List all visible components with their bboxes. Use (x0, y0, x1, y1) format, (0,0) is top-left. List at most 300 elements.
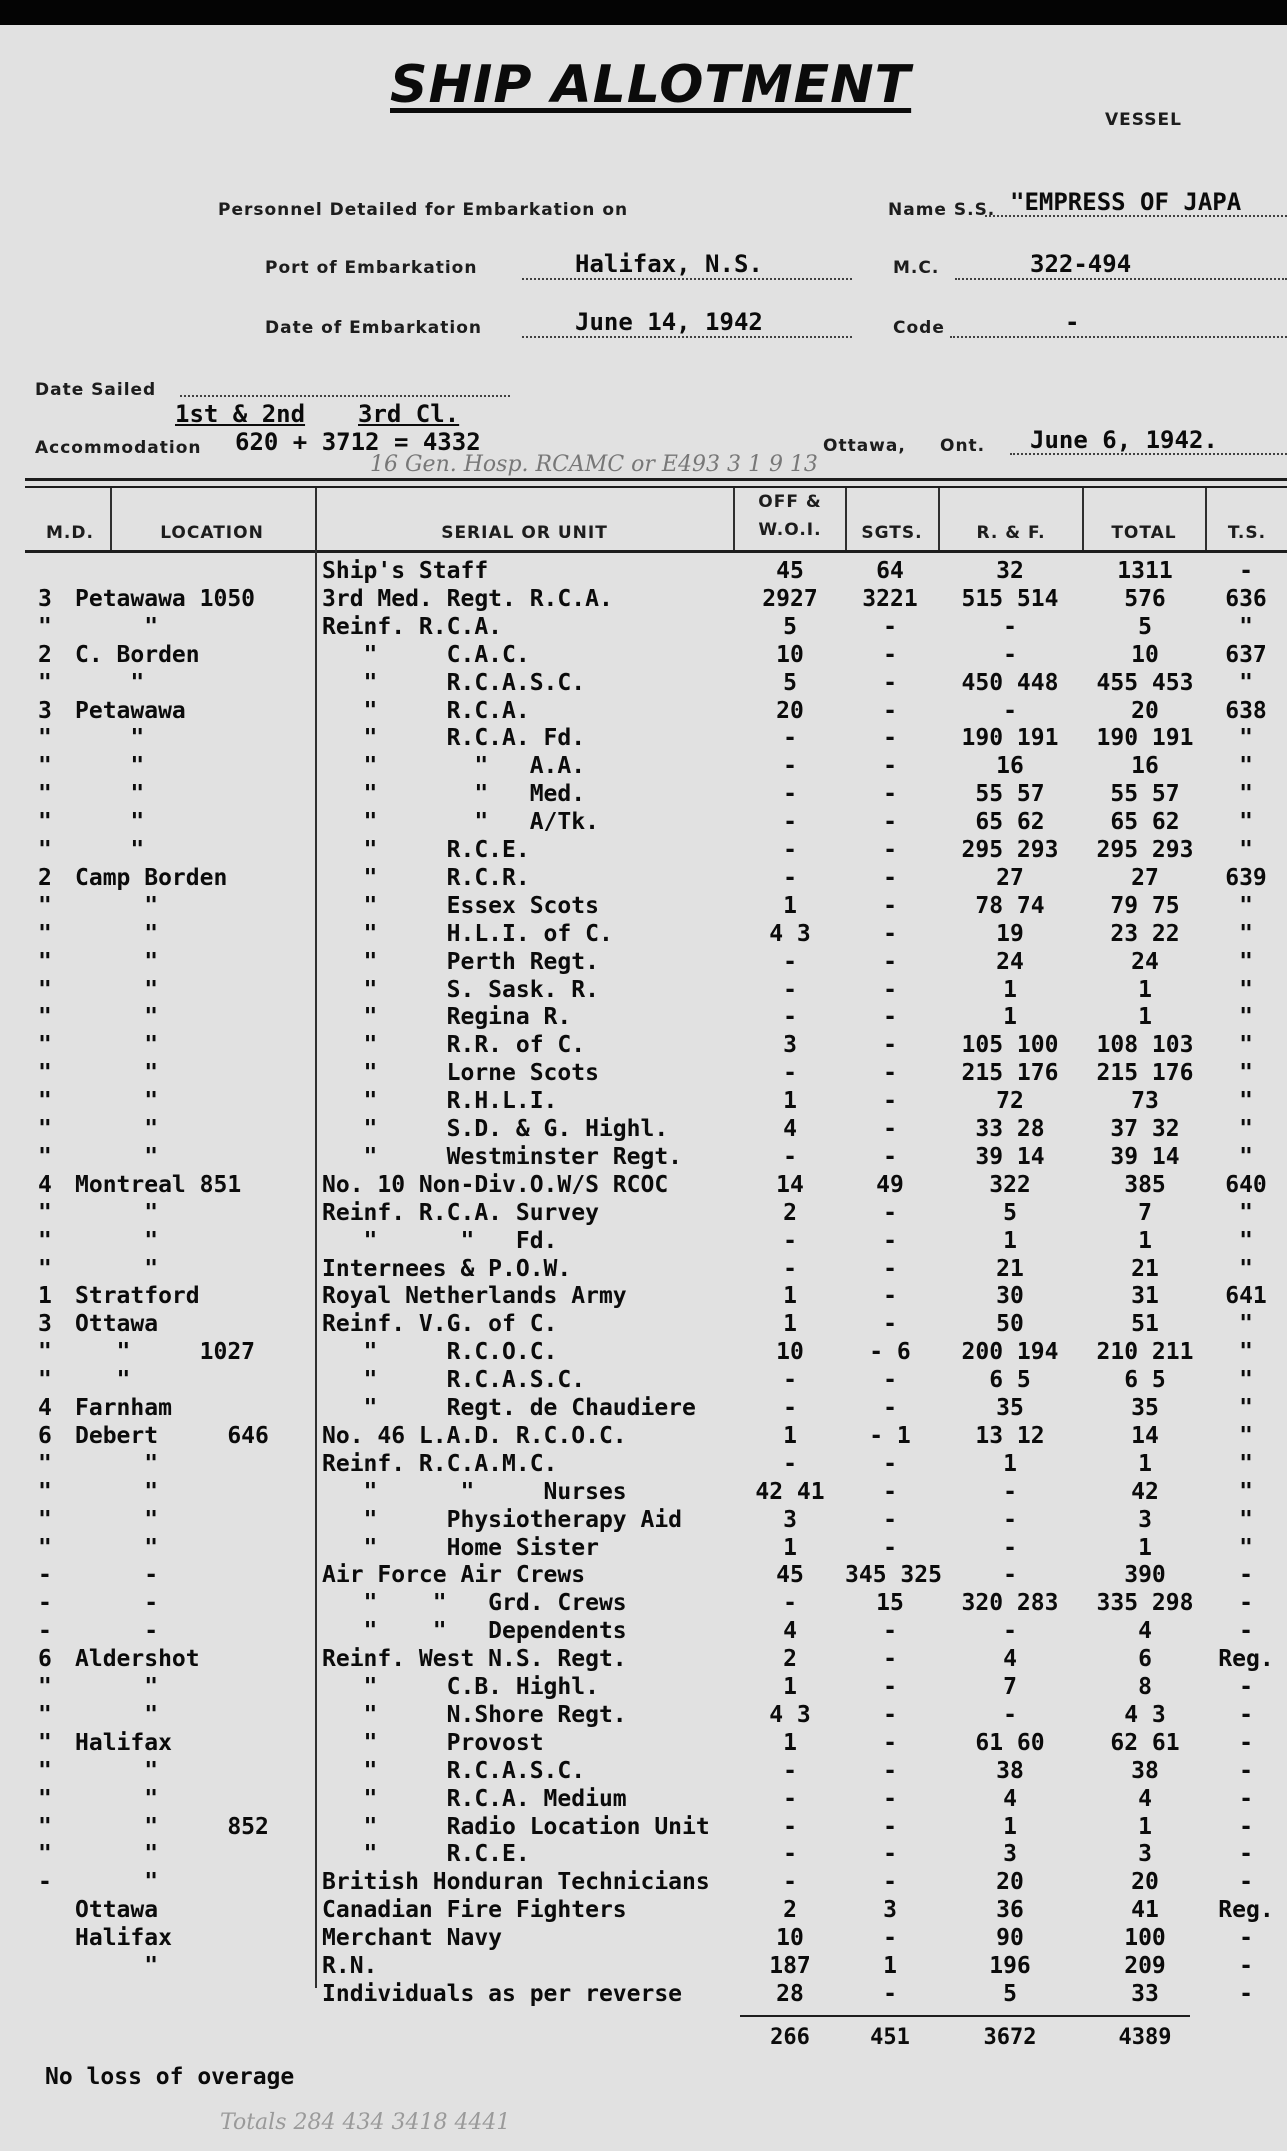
cell-rf: 105 100 (961, 1032, 1059, 1059)
cell-ser: " Perth Regt. (322, 948, 599, 975)
cell-off: - (783, 1785, 797, 1812)
cell-md: 6 (38, 1646, 52, 1673)
cell-rf: 295 293 (961, 837, 1059, 863)
cell-sgt: 3221 (862, 585, 918, 612)
cell-rf: 55 57 (975, 781, 1045, 808)
cell-tot: 62 61 (1110, 1729, 1180, 1756)
table-row (0, 752, 1287, 780)
cell-sgt: - (883, 1283, 897, 1310)
vessel-name: "EMPRESS OF JAPA (1010, 188, 1242, 216)
cell-ser: " Lorne Scots (322, 1060, 599, 1087)
table-row (0, 836, 1287, 864)
cell-rf: - (1003, 1478, 1017, 1505)
code-value: - (1065, 308, 1080, 336)
cell-ser: Ship's Staff (322, 558, 489, 584)
cell-rf: 5 (1003, 1980, 1017, 2007)
cell-ts: " (1239, 1088, 1253, 1115)
accommodation-label: Accommodation (35, 438, 202, 458)
page-title: SHIP ALLOTMENT (390, 55, 912, 115)
table-row (0, 1589, 1287, 1617)
cell-loc: " 852 (75, 1813, 269, 1840)
cell-ser: " " Med. (322, 781, 586, 808)
cell-sgt: - (883, 864, 897, 891)
cell-off: 1 (783, 1311, 797, 1338)
cell-off: 28 (776, 1980, 804, 2007)
personnel-label: Personnel Detailed for Embarkation on (218, 200, 629, 220)
cell-tot: 1 (1138, 1227, 1152, 1254)
cell-md: " (38, 1674, 52, 1700)
cell-sgt: - (883, 892, 897, 919)
cell-md: " (38, 1004, 52, 1031)
cell-ser: " R.C.A. Fd. (322, 725, 586, 752)
cell-off: 187 (769, 1953, 811, 1979)
cell-rf: 190 191 (961, 725, 1059, 752)
table-row (0, 1310, 1287, 1338)
cell-loc: " (75, 1255, 159, 1282)
cell-ts: " (1239, 976, 1253, 1003)
cell-ser: " S. Sask. R. (322, 976, 599, 1003)
cell-rf: - (1003, 1562, 1017, 1589)
cell-sgt: - (883, 1143, 897, 1170)
cell-md: " (38, 976, 52, 1003)
table-row (0, 1255, 1287, 1283)
cell-rf: - (1003, 697, 1017, 724)
scan-border (0, 0, 1287, 25)
total-off: 266 (770, 2025, 810, 2050)
cell-md: " (38, 725, 52, 752)
table-row (0, 1534, 1287, 1562)
port-value: Halifax, N.S. (575, 250, 763, 278)
cell-ser: " Home Sister (322, 1534, 599, 1561)
cell-sgt: - 6 (869, 1339, 911, 1366)
cell-md: " (38, 1088, 52, 1115)
cell-loc: " (75, 920, 159, 947)
table-row (0, 1980, 1287, 2008)
cell-off: 4 (783, 1116, 797, 1142)
cell-loc: C. Borden (75, 641, 200, 668)
cell-md: 3 (38, 1311, 52, 1338)
cell-tot: 24 (1131, 948, 1159, 975)
cell-off: - (783, 753, 797, 780)
cell-ser: " C.B. Highl. (322, 1674, 599, 1700)
cell-rf: 36 (996, 1897, 1024, 1924)
cell-tot: 210 211 (1096, 1339, 1194, 1366)
cell-tot: 16 (1131, 753, 1159, 780)
cell-off: 1 (783, 1088, 797, 1115)
cell-loc: " (75, 725, 145, 752)
cell-loc: " (75, 1227, 159, 1254)
date-sailed-label: Date Sailed (35, 380, 157, 400)
col-off-line1: OFF & (758, 492, 822, 512)
cell-loc: " (75, 1450, 159, 1477)
cell-md: 2 (38, 641, 52, 668)
table-row (0, 1701, 1287, 1729)
cell-ts: " (1239, 1478, 1253, 1505)
cell-off: 1 (783, 1422, 797, 1449)
cell-rf: - (1003, 1506, 1017, 1533)
cell-off: - (783, 1004, 797, 1031)
cell-tot: 65 62 (1110, 809, 1180, 836)
cell-md: " (38, 1813, 52, 1840)
table-row (0, 1450, 1287, 1478)
cell-sgt: - (883, 1757, 897, 1784)
cell-ser: " R.C.A. Medium (322, 1785, 627, 1812)
cell-md: - (38, 1869, 52, 1896)
cell-off: - (783, 1143, 797, 1170)
cell-rf: 35 (996, 1395, 1024, 1421)
cell-sgt: 15 (876, 1590, 904, 1617)
cell-off: 5 (783, 669, 797, 696)
cell-rf: 5 (1003, 1199, 1017, 1226)
cell-off: 2 (783, 1199, 797, 1226)
cell-sgt: 345 325 (845, 1562, 942, 1589)
cell-off: 4 (783, 1618, 797, 1645)
cell-sgt: - (883, 1199, 897, 1226)
cell-md: " (38, 920, 52, 947)
cell-tot: 576 (1124, 585, 1166, 612)
cell-tot: 37 32 (1110, 1116, 1180, 1142)
cell-tot: 209 (1124, 1953, 1166, 1979)
cell-sgt: 49 (876, 1171, 904, 1198)
cell-ser: " " Dependents (322, 1618, 627, 1645)
cell-sgt: - (883, 1618, 897, 1645)
handwritten-totals: Totals 284 434 3418 4441 (220, 2110, 511, 2135)
cell-md: " (38, 948, 52, 975)
cell-off: - (783, 725, 797, 752)
cell-ts: - (1239, 1925, 1253, 1952)
cell-tot: 385 (1124, 1171, 1166, 1198)
cell-ser: " " A/Tk. (322, 809, 599, 836)
table-row (0, 1059, 1287, 1087)
cell-off: 10 (776, 641, 804, 668)
cell-rf: 1 (1003, 1450, 1017, 1477)
cell-md: " (38, 1729, 52, 1756)
cell-ser: " C.A.C. (322, 641, 530, 668)
table-row (0, 641, 1287, 669)
cell-off: 45 (776, 1562, 804, 1589)
table-row (0, 1143, 1287, 1171)
cell-off: 45 (776, 558, 804, 584)
cell-ser: " R.C.A.S.C. (322, 1367, 586, 1394)
table-header-rule (25, 550, 1287, 553)
footer-note: No loss of overage (45, 2064, 295, 2090)
ottawa-label: Ottawa, (823, 436, 906, 456)
cell-sgt: 1 (883, 1953, 897, 1979)
cell-loc: " (75, 809, 145, 836)
cell-md: " (38, 1701, 52, 1728)
table-row (0, 613, 1287, 641)
cell-rf: 215 176 (961, 1060, 1059, 1087)
cell-sgt: 64 (876, 558, 904, 584)
cell-loc: Debert 646 (75, 1422, 269, 1449)
cell-ts: - (1239, 1841, 1253, 1868)
table-row (0, 892, 1287, 920)
cell-off: - (783, 837, 797, 863)
cell-rf: 1 (1003, 976, 1017, 1003)
cell-loc: " (75, 1869, 159, 1896)
cell-rf: - (1003, 1701, 1017, 1728)
date-embarkation-label: Date of Embarkation (265, 318, 483, 338)
cell-ts: - (1239, 1869, 1253, 1896)
cell-tot: 55 57 (1110, 781, 1180, 808)
cell-ser: " Physiotherapy Aid (322, 1506, 683, 1533)
cell-off: 3 (783, 1506, 797, 1533)
table-row (0, 1478, 1287, 1506)
col-rf: R. & F. (976, 523, 1046, 543)
cell-tot: 100 (1124, 1925, 1166, 1952)
cell-tot: 1 (1138, 976, 1152, 1003)
cell-ser: Merchant Navy (322, 1925, 503, 1952)
cell-loc: Halifax (75, 1729, 172, 1756)
cell-ts: Reg. (1218, 1897, 1274, 1924)
cell-md: 4 (38, 1171, 52, 1198)
cell-tot: 79 75 (1110, 892, 1180, 919)
cell-md: 3 (38, 697, 52, 724)
cell-loc: " (75, 1367, 131, 1394)
cell-off: - (783, 1590, 797, 1617)
cell-tot: 3 (1138, 1506, 1152, 1533)
cell-ser: Internees & P.O.W. (322, 1255, 572, 1282)
port-line (522, 278, 852, 280)
cell-rf: 6 5 (989, 1367, 1031, 1394)
cell-tot: 4 (1138, 1785, 1152, 1812)
accommodation-value: 620 + 3712 = 4332 (235, 428, 481, 456)
cell-md: " (38, 1116, 52, 1142)
cell-ts: " (1239, 1143, 1253, 1170)
cell-off: - (783, 1813, 797, 1840)
table-row (0, 1199, 1287, 1227)
cell-tot: 6 5 (1124, 1367, 1166, 1394)
cell-ser: Individuals as per reverse (322, 1980, 683, 2007)
cell-sgt: - (883, 1841, 897, 1868)
cell-ts: " (1239, 1116, 1253, 1142)
cell-sgt: - (883, 1060, 897, 1087)
cell-sgt: - (883, 837, 897, 863)
cell-sgt: - (883, 809, 897, 836)
col-serial: SERIAL OR UNIT (441, 523, 608, 543)
cell-md: " (38, 781, 52, 808)
class-3: 3rd Cl. (358, 400, 460, 428)
cell-loc: " (75, 1143, 159, 1170)
cell-ts: " (1239, 1311, 1253, 1338)
table-row (0, 808, 1287, 836)
cell-rf: 90 (996, 1925, 1024, 1952)
cell-md: " (38, 1534, 52, 1561)
cell-ts: " (1239, 1395, 1253, 1421)
cell-off: 1 (783, 892, 797, 919)
name-ss-label: Name S.S. (888, 200, 996, 220)
cell-loc: Ottawa (75, 1311, 159, 1338)
cell-rf: 65 62 (975, 809, 1045, 836)
cell-rf: - (1003, 1534, 1017, 1561)
cell-ts: - (1239, 1953, 1253, 1979)
table-row (0, 1506, 1287, 1534)
cell-rf: 322 (989, 1171, 1031, 1198)
table-row (0, 724, 1287, 752)
cell-off: 10 (776, 1925, 804, 1952)
cell-loc: " (75, 1674, 159, 1700)
cell-tot: 21 (1131, 1255, 1159, 1282)
cell-md: " (38, 1367, 52, 1394)
cell-ser: " R.C.A.S.C. (322, 669, 586, 696)
table-top-rule (25, 478, 1287, 481)
cell-ser: " Regt. de Chaudiere (322, 1395, 696, 1421)
cell-md: " (38, 613, 52, 640)
cell-off: - (783, 1227, 797, 1254)
cell-ts: " (1239, 1534, 1253, 1561)
cell-ser: " " Fd. (322, 1227, 558, 1254)
cell-ser: " R.C.A. (322, 697, 530, 724)
cell-loc: - (75, 1590, 159, 1617)
table-row (0, 1422, 1287, 1450)
cell-loc: " (75, 892, 159, 919)
cell-ts: " (1239, 1255, 1253, 1282)
cell-sgt: - (883, 1980, 897, 2007)
cell-sgt: - (883, 1785, 897, 1812)
cell-md: " (38, 1339, 52, 1366)
cell-off: - (783, 1757, 797, 1784)
cell-tot: 1 (1138, 1450, 1152, 1477)
cell-ts: 637 (1225, 641, 1267, 668)
cell-sgt: - 1 (869, 1422, 911, 1449)
cell-tot: 108 103 (1096, 1032, 1194, 1059)
col-md: M.D. (46, 523, 94, 543)
cell-md: " (38, 1841, 52, 1868)
cell-rf: - (1003, 641, 1017, 668)
cell-off: 1 (783, 1534, 797, 1561)
cell-md: " (38, 837, 52, 863)
table-row (0, 1785, 1287, 1813)
cell-md: " (38, 1785, 52, 1812)
cell-ts: " (1239, 725, 1253, 752)
cell-ts: - (1239, 1674, 1253, 1700)
cell-sgt: - (883, 1227, 897, 1254)
cell-ts: " (1239, 1450, 1253, 1477)
cell-ts: " (1239, 1227, 1253, 1254)
cell-ts: 636 (1225, 585, 1267, 612)
cell-off: - (783, 1869, 797, 1896)
cell-sgt: - (883, 1925, 897, 1952)
cell-off: 3 (783, 1032, 797, 1059)
cell-ts: - (1239, 1785, 1253, 1812)
cell-ts: " (1239, 809, 1253, 836)
cell-rf: 32 (996, 558, 1024, 584)
cell-md: " (38, 1199, 52, 1226)
cell-ser: " R.C.E. (322, 1841, 530, 1868)
cell-off: - (783, 976, 797, 1003)
cell-tot: 1 (1138, 1813, 1152, 1840)
cell-loc: " (75, 1785, 159, 1812)
table-row (0, 1673, 1287, 1701)
cell-md: 4 (38, 1395, 52, 1421)
cell-sgt: - (883, 1729, 897, 1756)
cell-md: 1 (38, 1283, 52, 1310)
cell-ser: " R.H.L.I. (322, 1088, 558, 1115)
table-top-rule-2 (25, 486, 1287, 488)
cell-ts: 641 (1225, 1283, 1267, 1310)
cell-tot: 4 3 (1124, 1701, 1166, 1728)
cell-off: 2 (783, 1646, 797, 1673)
cell-ts: - (1239, 1590, 1253, 1617)
cell-tot: 1 (1138, 1004, 1152, 1031)
cell-off: 10 (776, 1339, 804, 1366)
cell-rf: 20 (996, 1869, 1024, 1896)
table-row (0, 1896, 1287, 1924)
cell-md: " (38, 669, 52, 696)
cell-ser: " R.C.O.C. (322, 1339, 558, 1366)
cell-sgt: - (883, 948, 897, 975)
cell-loc: - (75, 1562, 159, 1589)
cell-off: - (783, 809, 797, 836)
cell-ts: - (1239, 1618, 1253, 1645)
cell-sgt: - (883, 1450, 897, 1477)
table-row (0, 1952, 1287, 1980)
cell-md: " (38, 1757, 52, 1784)
cell-loc: " (75, 1199, 159, 1226)
cell-ser: British Honduran Technicians (322, 1869, 710, 1896)
date-embarkation-line (522, 336, 852, 338)
cell-ser: " Essex Scots (322, 892, 599, 919)
cell-md: " (38, 1450, 52, 1477)
cell-ser: " " Grd. Crews (322, 1590, 627, 1617)
cell-ser: Reinf. R.C.A. (322, 613, 503, 640)
table-row (0, 1924, 1287, 1952)
cell-loc: " (75, 613, 159, 640)
cell-loc: " (75, 1032, 159, 1059)
cell-loc: " (75, 948, 159, 975)
cell-rf: 33 28 (975, 1116, 1045, 1142)
class-1-2: 1st & 2nd (175, 400, 306, 428)
table-row (0, 1087, 1287, 1115)
cell-loc: " (75, 669, 145, 696)
cell-md: - (38, 1590, 52, 1617)
cell-ser: No. 10 Non-Div.O.W/S RCOC (322, 1171, 669, 1198)
port-label: Port of Embarkation (265, 258, 478, 278)
cell-sgt: - (883, 1116, 897, 1142)
cell-ts: " (1239, 753, 1253, 780)
cell-ts: " (1239, 1506, 1253, 1533)
cell-tot: 38 (1131, 1757, 1159, 1784)
cell-ser: " R.C.R. (322, 864, 530, 891)
cell-off: - (783, 1060, 797, 1087)
cell-rf: 72 (996, 1088, 1024, 1115)
cell-ser: " R.R. of C. (322, 1032, 586, 1059)
cell-rf: 38 (996, 1757, 1024, 1784)
cell-md: " (38, 1478, 52, 1505)
cell-tot: 6 (1138, 1646, 1152, 1673)
cell-off: - (783, 1367, 797, 1394)
cell-ser: " " A.A. (322, 753, 586, 780)
cell-tot: 73 (1131, 1088, 1159, 1115)
cell-sgt: - (883, 781, 897, 808)
cell-loc: " (75, 1004, 159, 1031)
cell-ts: - (1239, 558, 1253, 584)
cell-md: " (38, 1032, 52, 1059)
cell-md: " (38, 1143, 52, 1170)
cell-sgt: - (883, 1534, 897, 1561)
cell-off: 2927 (762, 585, 818, 612)
cell-tot: 33 (1131, 1980, 1159, 2007)
cell-off: 42 41 (755, 1478, 825, 1505)
vessel-label: VESSEL (1105, 110, 1182, 130)
cell-tot: 215 176 (1096, 1060, 1194, 1087)
cell-tot: 23 22 (1110, 920, 1180, 947)
cell-rf: 515 514 (961, 585, 1059, 612)
cell-sgt: - (883, 1813, 897, 1840)
table-row (0, 920, 1287, 948)
cell-sgt: - (883, 920, 897, 947)
cell-ts: " (1239, 948, 1253, 975)
